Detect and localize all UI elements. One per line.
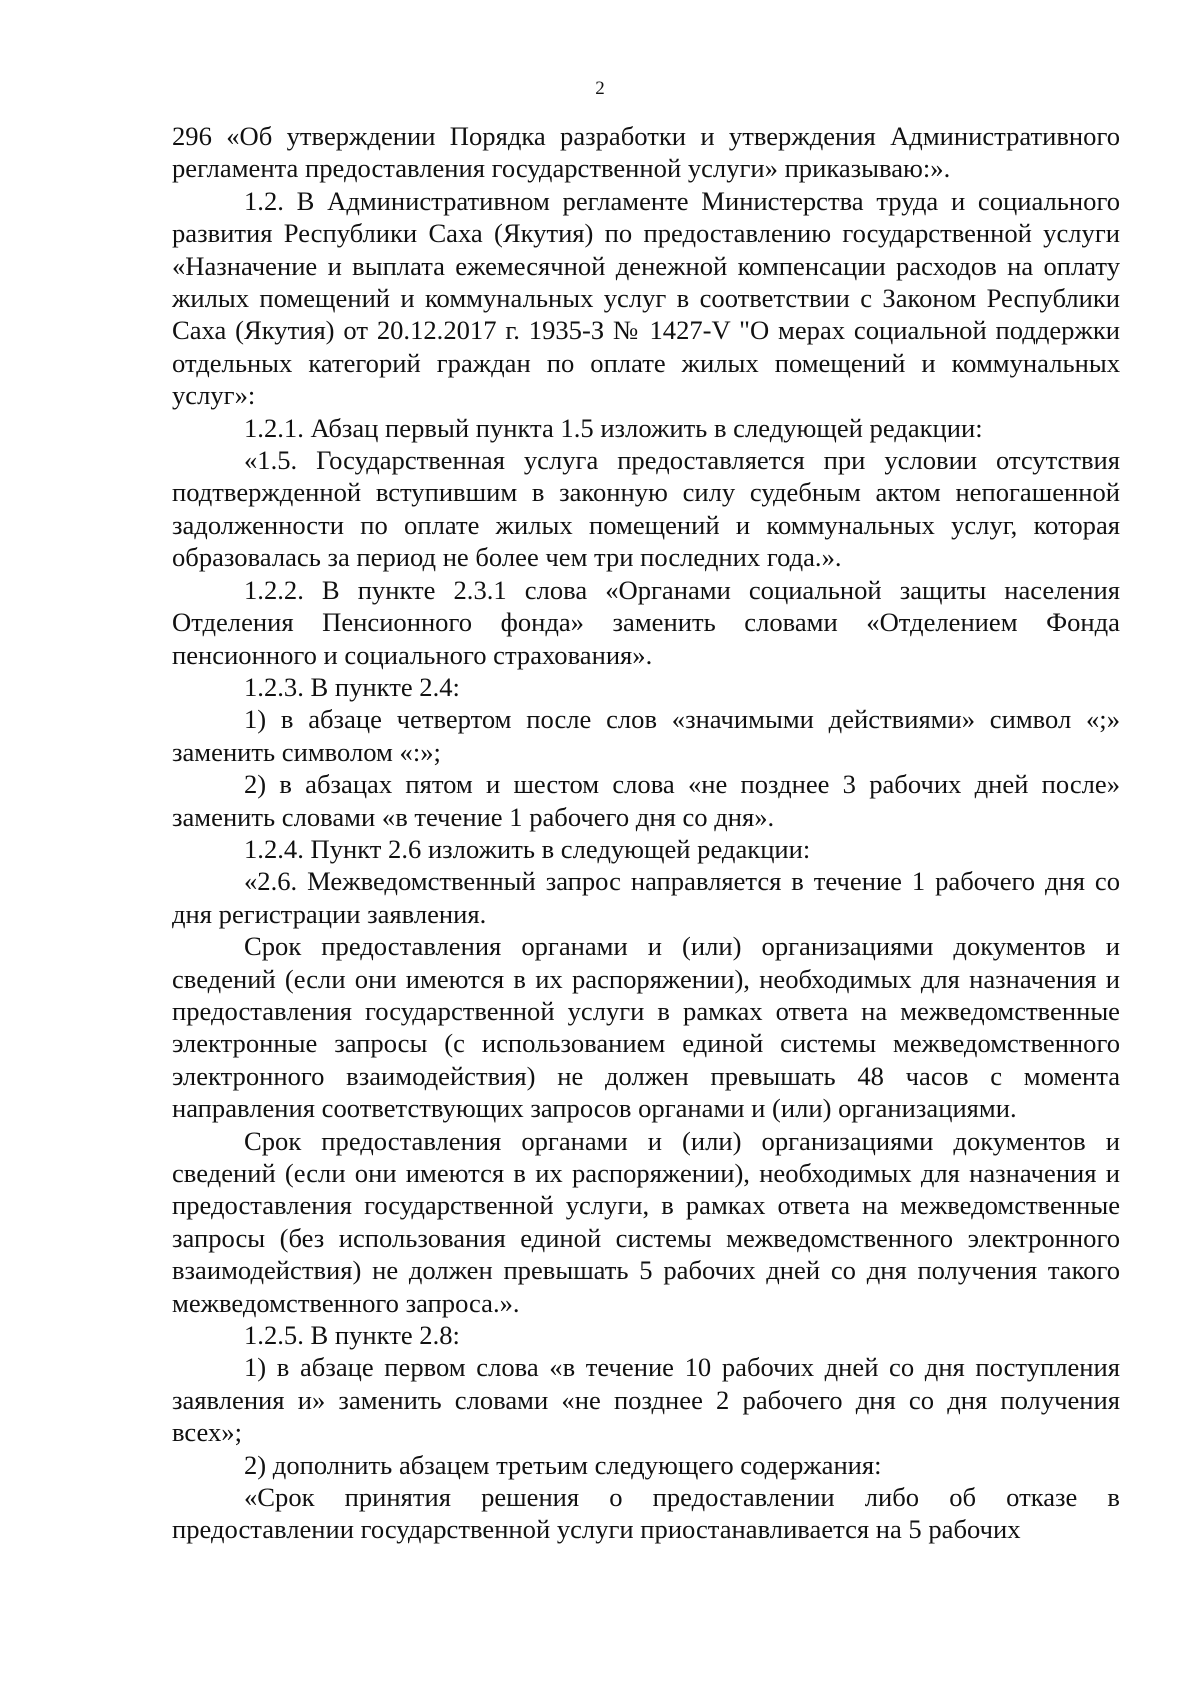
paragraph-1-2-4: 1.2.4. Пункт 2.6 изложить в следующей редакции: [244, 833, 811, 864]
paragraph-1-2-3: 1.2.3. В пункте 2.4: [244, 671, 460, 702]
paragraph-1-2-2: 1.2.2. В пункте 2.3.1 слова «Органами социальной защиты населения Отделения Пенсионного фонда» заменить словами «Отделением Фонда пенсионного и социального страхования». [172, 574, 1120, 670]
page-number: 2 [595, 78, 605, 99]
paragraph-quote-1-5: «1.5. Государственная услуга предоставляется при условии отсутствия подтвержденной вступившим в законную силу судебным актом непогашенной задолженности по оплате жилых помещений и коммунальных услуг, которая образовалась за период не более чем три последних года.». [172, 445, 1120, 573]
paragraph-1-2-3-item-1: 1) в абзаце четвертом после слов «значимыми действиями» символ «;» заменить символом «:»; [172, 704, 1120, 767]
paragraph-deadline-5-days: Срок предоставления органами и (или) организациями документов и сведений (если они имеются в их распоряжении), необходимых для назначения и предоставления государственной услуги, в рамках ответа на межведомственные запросы (без использования единой системы межведомственного электронного взаимодействия) не должен превышать 5 рабочих дней со дня получения такого межведомственного запроса.». [172, 1125, 1120, 1318]
paragraph-deadline-48-hours: Срок предоставления органами и (или) организациями документов и сведений (если они имеются в их распоряжении), необходимых для назначения и предоставления государственной услуги в рамках ответа на межведомственные электронные запросы (с использованием единой системы межведомственного электронного взаимодействия) не должен превышать 48 часов с момента направления соответствующих запросов органами и (или) организациями. [172, 931, 1120, 1124]
paragraph-1-2-5-item-2: 2) дополнить абзацем третьим следующего содержания: [244, 1449, 882, 1480]
paragraph-quote-suspension: «Срок принятия решения о предоставлении либо об отказе в предоставлении государственной услуги приостанавливается на 5 рабочих [172, 1482, 1120, 1545]
paragraph-1-2-5-item-1: 1) в абзаце первом слова «в течение 10 рабочих дней со дня поступления заявления и» заменить словами «не позднее 2 рабочего дня со дня получения всех»; [172, 1352, 1120, 1448]
paragraph-1-2-3-item-2: 2) в абзацах пятом и шестом слова «не позднее 3 рабочих дней после» заменить словами «в течение 1 рабочего дня со дня». [172, 769, 1120, 832]
paragraph-1-2-5: 1.2.5. В пункте 2.8: [244, 1320, 460, 1351]
paragraph-quote-2-6: «2.6. Межведомственный запрос направляется в течение 1 рабочего дня со дня регистрации заявления. [172, 866, 1120, 929]
paragraph-1-2-1: 1.2.1. Абзац первый пункта 1.5 изложить в следующей редакции: [244, 412, 983, 443]
paragraph-1-2: 1.2. В Административном регламенте Министерства труда и социального развития Республики Саха (Якутия) по предоставлению государственной услуги «Назначение и выплата ежемесячной денежной компенсации расходов на оплату жилых помещений и коммунальных услуг в соответствии с Законом Республики Саха (Якутия) от 20.12.2017 г. 1935-З № 1427-V "О мерах социальной поддержки отдельных категорий граждан по оплате жилых помещений и коммунальных услуг»: [172, 185, 1120, 411]
document-body [172, 120, 1120, 1546]
paragraph-continuation: 296 «Об утверждении Порядка разработки и утверждения Административного регламента предоставления государственной услуги» приказываю:». [172, 121, 1120, 184]
